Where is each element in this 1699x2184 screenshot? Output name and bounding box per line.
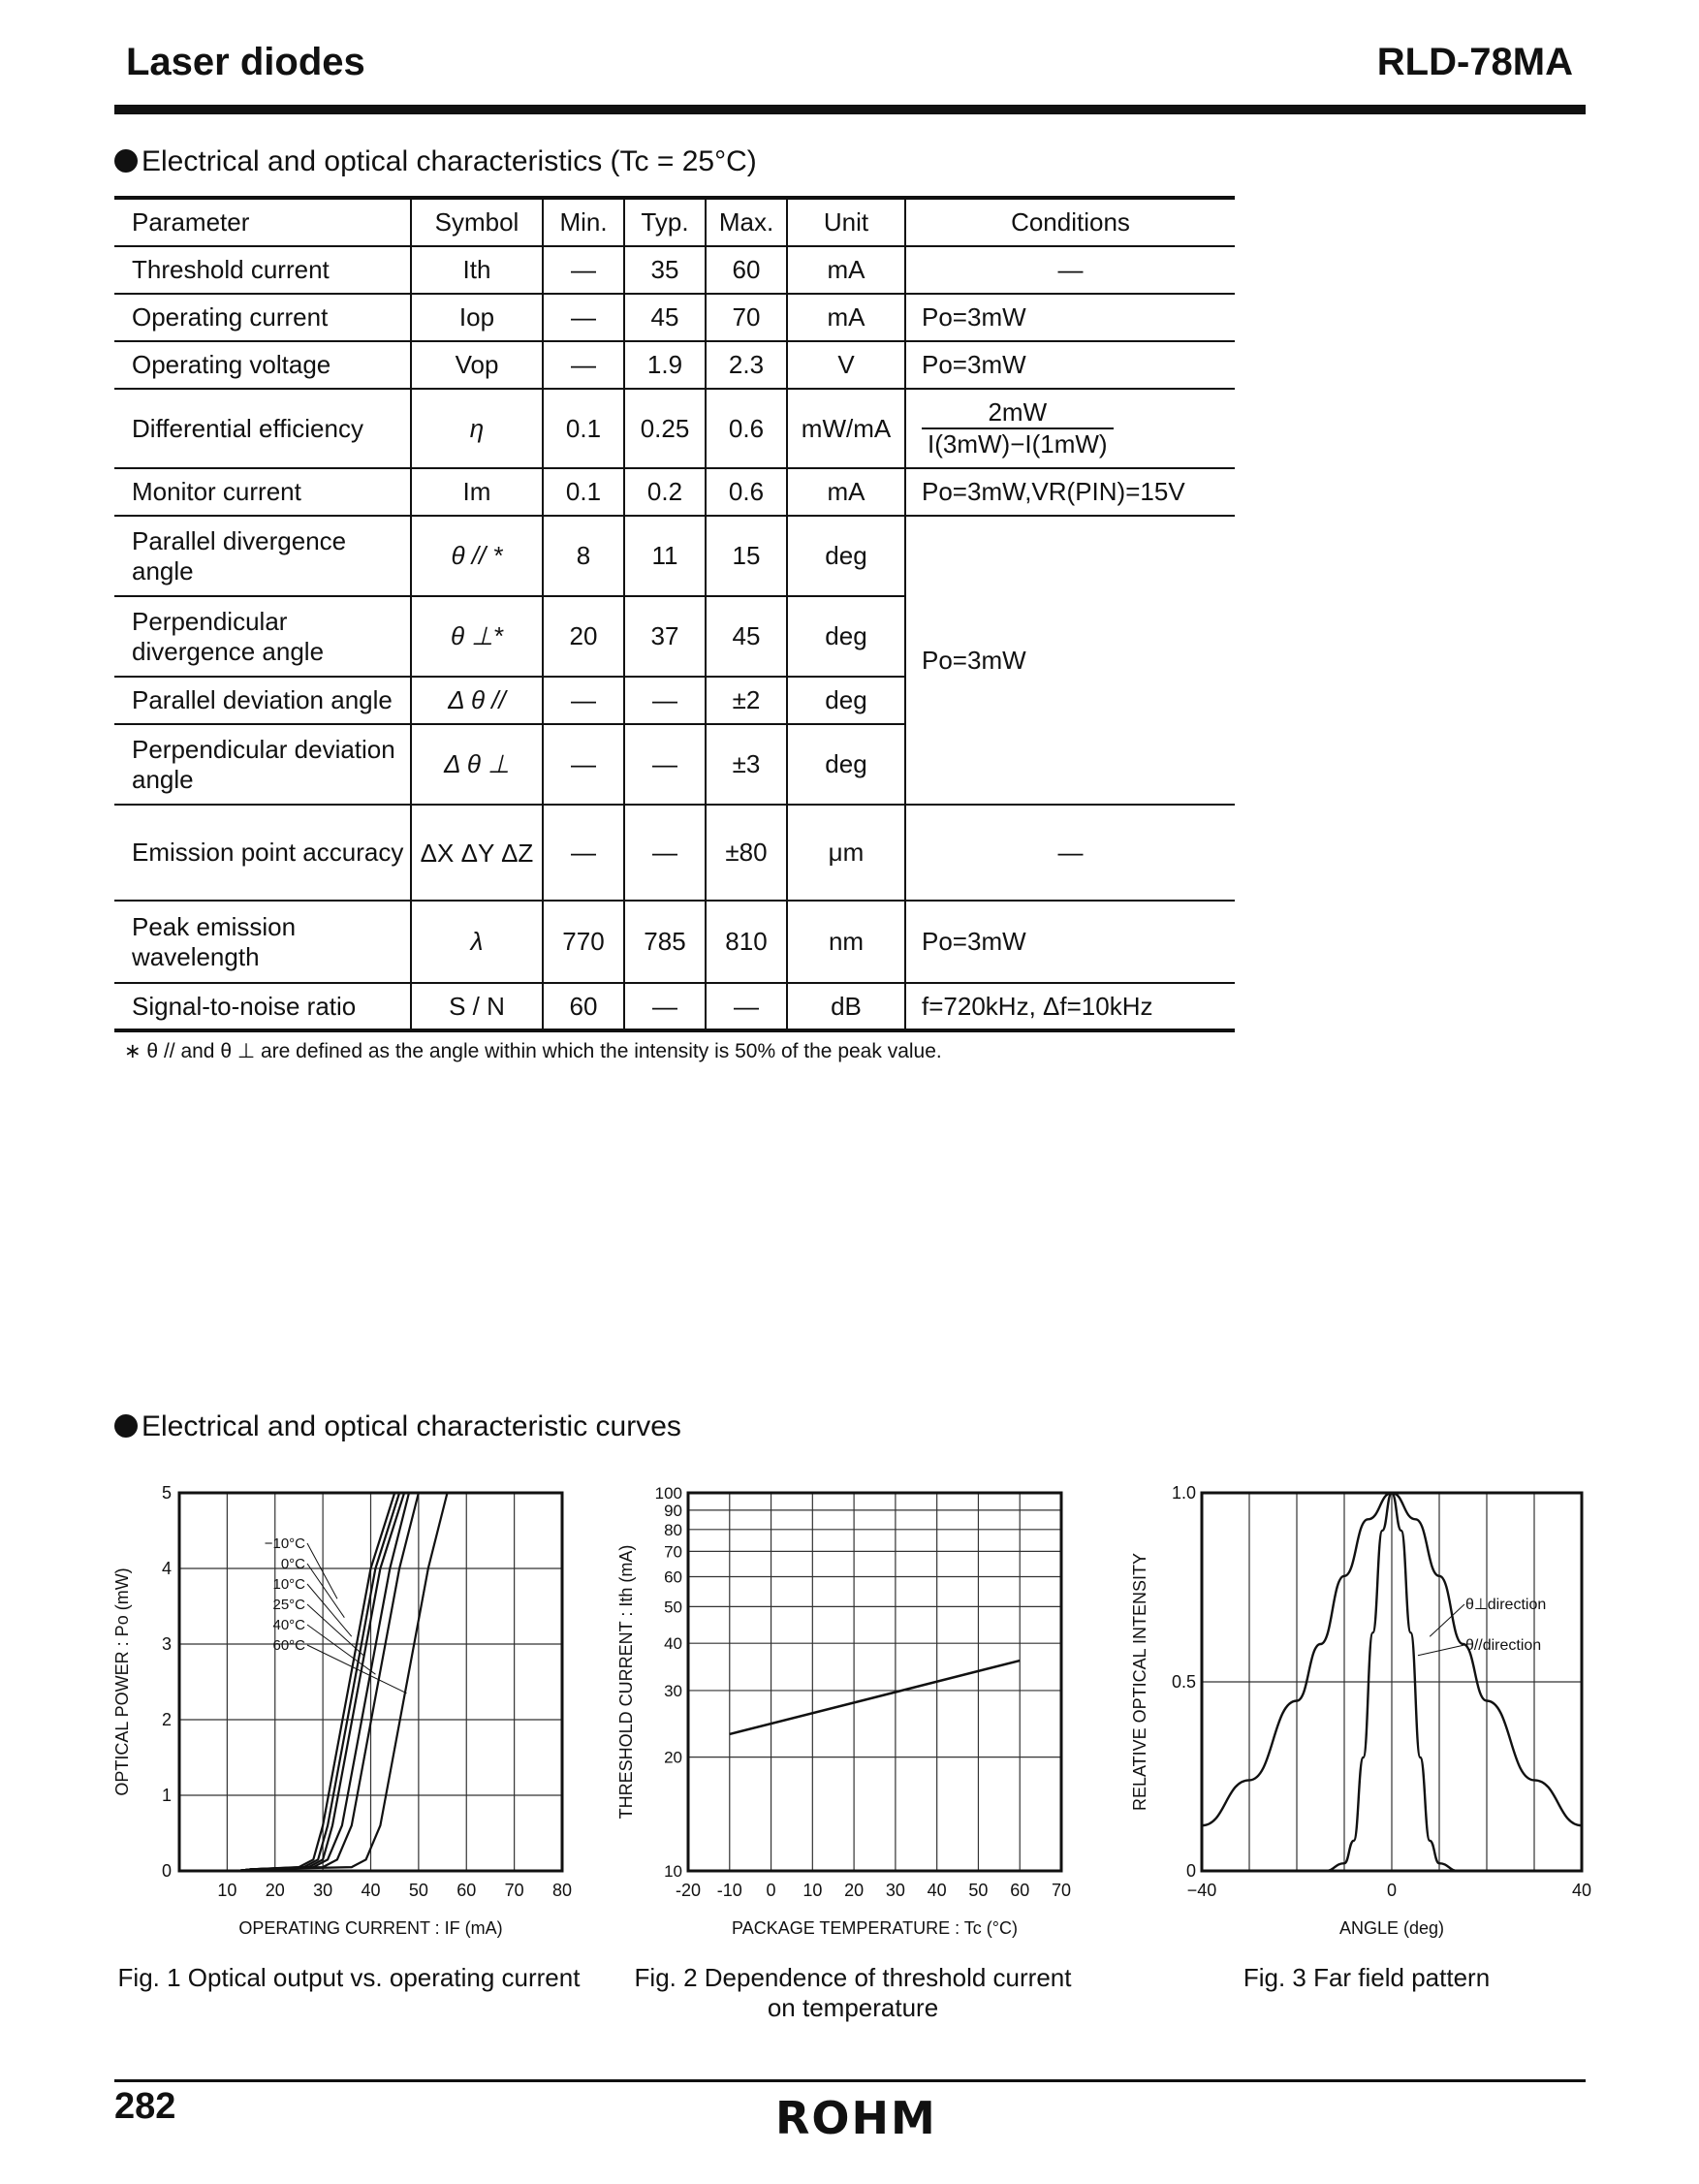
cell: Perpendicular deviation angle — [114, 724, 411, 805]
y-tick-label: 1 — [161, 1786, 172, 1805]
y-tick-label: 5 — [161, 1483, 172, 1503]
cell: η — [411, 389, 543, 468]
x-axis-label: OPERATING CURRENT : IF (mA) — [238, 1918, 503, 1938]
y-tick-label: 60 — [664, 1567, 682, 1587]
cell: 37 — [624, 596, 706, 677]
section-title-curves — [114, 1410, 681, 1443]
cell: Operating voltage — [114, 341, 411, 389]
x-tick-label: 50 — [408, 1881, 428, 1900]
x-tick-label: -20 — [675, 1881, 702, 1900]
series-line — [179, 1493, 448, 1871]
cell: Po=3mW — [905, 341, 1235, 389]
y-tick-label: 80 — [664, 1520, 682, 1539]
cell: — — [706, 983, 787, 1030]
cell: — — [624, 983, 706, 1030]
cell: — — [624, 724, 706, 805]
x-tick-label: 40 — [927, 1881, 947, 1900]
y-tick-label: 0.5 — [1171, 1672, 1196, 1692]
table-row — [114, 389, 1235, 468]
x-tick-label: 20 — [844, 1881, 865, 1900]
cell: 2.3 — [706, 341, 787, 389]
cell: 60 — [706, 246, 787, 294]
cell: Peak emission wavelength — [114, 901, 411, 983]
fig1-caption: Fig. 1 Optical output vs. operating current — [117, 1963, 581, 1992]
cell: deg — [787, 724, 905, 805]
cell: mA — [787, 294, 905, 341]
doc-category: Laser diodes — [126, 41, 365, 83]
y-tick-label: 30 — [664, 1681, 682, 1700]
section-title-text: Electrical and optical characteristics (Tc = 25°C) — [142, 145, 757, 177]
cell: 35 — [624, 246, 706, 294]
page-number: 282 — [114, 2086, 176, 2127]
cell: mA — [787, 246, 905, 294]
cell: 8 — [543, 516, 624, 596]
x-tick-label: -10 — [716, 1881, 742, 1900]
series-label: 60°C — [272, 1637, 305, 1654]
fig2-chart — [611, 1473, 1095, 1948]
cell: 1.9 — [624, 341, 706, 389]
fraction-numerator: 2mW — [922, 397, 1114, 429]
x-tick-label: 60 — [1010, 1881, 1030, 1900]
cell: Signal-to-noise ratio — [114, 983, 411, 1030]
series-label: −10°C — [264, 1535, 305, 1552]
table-row — [114, 983, 1235, 1030]
x-tick-label: 40 — [361, 1881, 381, 1900]
y-tick-label: 1.0 — [1171, 1483, 1196, 1503]
rohm-logo: ROHM — [775, 2092, 937, 2144]
plot-frame — [688, 1493, 1061, 1871]
y-tick-label: 50 — [664, 1598, 682, 1617]
label-leader — [1418, 1645, 1464, 1656]
bullet-icon — [114, 149, 138, 173]
cell: S / N — [411, 983, 543, 1030]
cell: Parallel divergence angle — [114, 516, 411, 596]
cell: deg — [787, 677, 905, 724]
x-tick-label: 0 — [1386, 1881, 1398, 1900]
part-number: RLD-78MA — [1376, 41, 1573, 83]
cell: 0.6 — [706, 468, 787, 516]
cell: λ — [411, 901, 543, 983]
cell: 0.1 — [543, 389, 624, 468]
cell: Po=3mW — [905, 901, 1235, 983]
cell: — — [624, 677, 706, 724]
x-tick-label: 50 — [968, 1881, 989, 1900]
y-tick-label: 0 — [1185, 1861, 1196, 1881]
cell: Po=3mW — [905, 294, 1235, 341]
cell: Differential efficiency — [114, 389, 411, 468]
fraction — [922, 397, 1114, 459]
y-tick-label: 90 — [664, 1501, 682, 1520]
fig1-chart — [107, 1473, 591, 1948]
series-label: θ//direction — [1464, 1637, 1542, 1654]
x-tick-label: 10 — [802, 1881, 823, 1900]
cell: 45 — [706, 596, 787, 677]
y-tick-label: 4 — [161, 1559, 172, 1578]
cell: μm — [787, 805, 905, 901]
x-axis-label: PACKAGE TEMPERATURE : Tc (°C) — [732, 1918, 1018, 1938]
footer-rule — [114, 2079, 1586, 2082]
cell: θ // * — [411, 516, 543, 596]
y-tick-label: 100 — [654, 1484, 682, 1503]
cell: Perpendicular divergence angle — [114, 596, 411, 677]
cell: — — [905, 246, 1235, 294]
table-row — [114, 805, 1235, 901]
table-row — [114, 294, 1235, 341]
cell: mW/mA — [787, 389, 905, 468]
table-row — [114, 341, 1235, 389]
series-label: 0°C — [280, 1556, 305, 1572]
cell: 60 — [543, 983, 624, 1030]
series-label: 10°C — [272, 1576, 305, 1593]
label-leader — [307, 1645, 407, 1693]
label-leader — [307, 1604, 363, 1656]
table-header-row — [114, 198, 1235, 246]
cell: ±3 — [706, 724, 787, 805]
fraction-denominator: I(3mW)−I(1mW) — [928, 429, 1108, 459]
cell: θ ⊥* — [411, 596, 543, 677]
table-row — [114, 246, 1235, 294]
col-header: Conditions — [905, 198, 1235, 246]
y-tick-label: 10 — [664, 1862, 682, 1881]
cell: Δ θ ⊥ — [411, 724, 543, 805]
cell: nm — [787, 901, 905, 983]
cell: deg — [787, 596, 905, 677]
cell: 785 — [624, 901, 706, 983]
col-header: Symbol — [411, 198, 543, 246]
cell: ΔX ΔY ΔZ — [411, 805, 543, 901]
cell: dB — [787, 983, 905, 1030]
series-label: 40°C — [272, 1617, 305, 1633]
table-row — [114, 901, 1235, 983]
col-header: Min. — [543, 198, 624, 246]
y-tick-label: 0 — [161, 1861, 172, 1881]
cell: Iop — [411, 294, 543, 341]
cell: ±2 — [706, 677, 787, 724]
x-axis-label: ANGLE (deg) — [1338, 1918, 1445, 1938]
x-tick-label: 60 — [456, 1881, 477, 1900]
col-header: Max. — [706, 198, 787, 246]
x-tick-label: 70 — [1051, 1881, 1072, 1900]
cell: — — [543, 341, 624, 389]
x-tick-label: 30 — [885, 1881, 905, 1900]
cell: 810 — [706, 901, 787, 983]
cell: Po=3mW,VR(PIN)=15V — [905, 468, 1235, 516]
cell: Ith — [411, 246, 543, 294]
cell: Emission point accuracy — [114, 805, 411, 901]
fig3-chart — [1124, 1473, 1609, 1948]
x-tick-label: 0 — [766, 1881, 776, 1900]
label-leader — [1430, 1604, 1464, 1636]
x-tick-label: 30 — [313, 1881, 333, 1900]
cell: Po=3mW — [905, 516, 1235, 805]
y-tick-label: 70 — [664, 1542, 682, 1562]
cell: Vop — [411, 341, 543, 389]
cell: V — [787, 341, 905, 389]
y-axis-label: OPTICAL POWER : Po (mW) — [112, 1567, 132, 1796]
cell: — — [543, 724, 624, 805]
table-row — [114, 516, 1235, 596]
cell: — — [624, 805, 706, 901]
fig2-caption-line1: Fig. 2 Dependence of threshold current — [634, 1963, 1072, 1992]
section-title-text: Electrical and optical characteristic curves — [142, 1410, 681, 1442]
cell: — — [543, 677, 624, 724]
bullet-icon — [114, 1414, 138, 1438]
x-tick-label: 20 — [265, 1881, 285, 1900]
cell: — — [543, 805, 624, 901]
y-axis-label: THRESHOLD CURRENT : Ith (mA) — [616, 1544, 636, 1820]
cell: — — [543, 246, 624, 294]
characteristics-table — [114, 196, 1235, 1032]
cell: Operating current — [114, 294, 411, 341]
cell: — — [543, 294, 624, 341]
cell: ±80 — [706, 805, 787, 901]
x-tick-label: 80 — [551, 1881, 573, 1900]
col-header: Typ. — [624, 198, 706, 246]
y-tick-label: 3 — [161, 1634, 172, 1654]
fig2-caption-line2: on temperature — [767, 1993, 939, 2022]
cell: 0.1 — [543, 468, 624, 516]
cell: 770 — [543, 901, 624, 983]
cell: 0.6 — [706, 389, 787, 468]
cell: Threshold current — [114, 246, 411, 294]
cell: Parallel deviation angle — [114, 677, 411, 724]
cell: deg — [787, 516, 905, 596]
col-header: Parameter — [114, 198, 411, 246]
y-tick-label: 20 — [664, 1748, 682, 1767]
cell: 20 — [543, 596, 624, 677]
efficiency-condition — [905, 389, 1235, 468]
cell: Monitor current — [114, 468, 411, 516]
x-tick-label: 70 — [504, 1881, 524, 1900]
y-tick-label: 2 — [161, 1710, 172, 1729]
x-tick-label: 40 — [1571, 1881, 1592, 1900]
cell: 0.25 — [624, 389, 706, 468]
cell: 45 — [624, 294, 706, 341]
series-label: 25°C — [272, 1597, 305, 1613]
cell: Im — [411, 468, 543, 516]
fig2-caption — [611, 1963, 1095, 2023]
cell: mA — [787, 468, 905, 516]
cell: — — [905, 805, 1235, 901]
cell: Δ θ // — [411, 677, 543, 724]
section-title-characteristics — [114, 145, 757, 178]
series-label: θ⊥direction — [1464, 1597, 1547, 1613]
series-line — [730, 1661, 1020, 1734]
col-header: Unit — [787, 198, 905, 246]
x-tick-label: −40 — [1186, 1881, 1217, 1900]
x-tick-label: 10 — [217, 1881, 237, 1900]
cell: 0.2 — [624, 468, 706, 516]
header-rule — [114, 105, 1586, 114]
cell: 11 — [624, 516, 706, 596]
fig3-caption: Fig. 3 Far field pattern — [1243, 1963, 1491, 1992]
y-tick-label: 40 — [664, 1634, 682, 1654]
table-footnote: ∗ θ // and θ ⊥ are defined as the angle within which the intensity is 50% of the peak value. — [124, 1040, 942, 1062]
cell: 70 — [706, 294, 787, 341]
cell: 15 — [706, 516, 787, 596]
cell: f=720kHz, Δf=10kHz — [905, 983, 1235, 1030]
table-row — [114, 468, 1235, 516]
y-axis-label: RELATIVE OPTICAL INTENSITY — [1130, 1552, 1149, 1812]
